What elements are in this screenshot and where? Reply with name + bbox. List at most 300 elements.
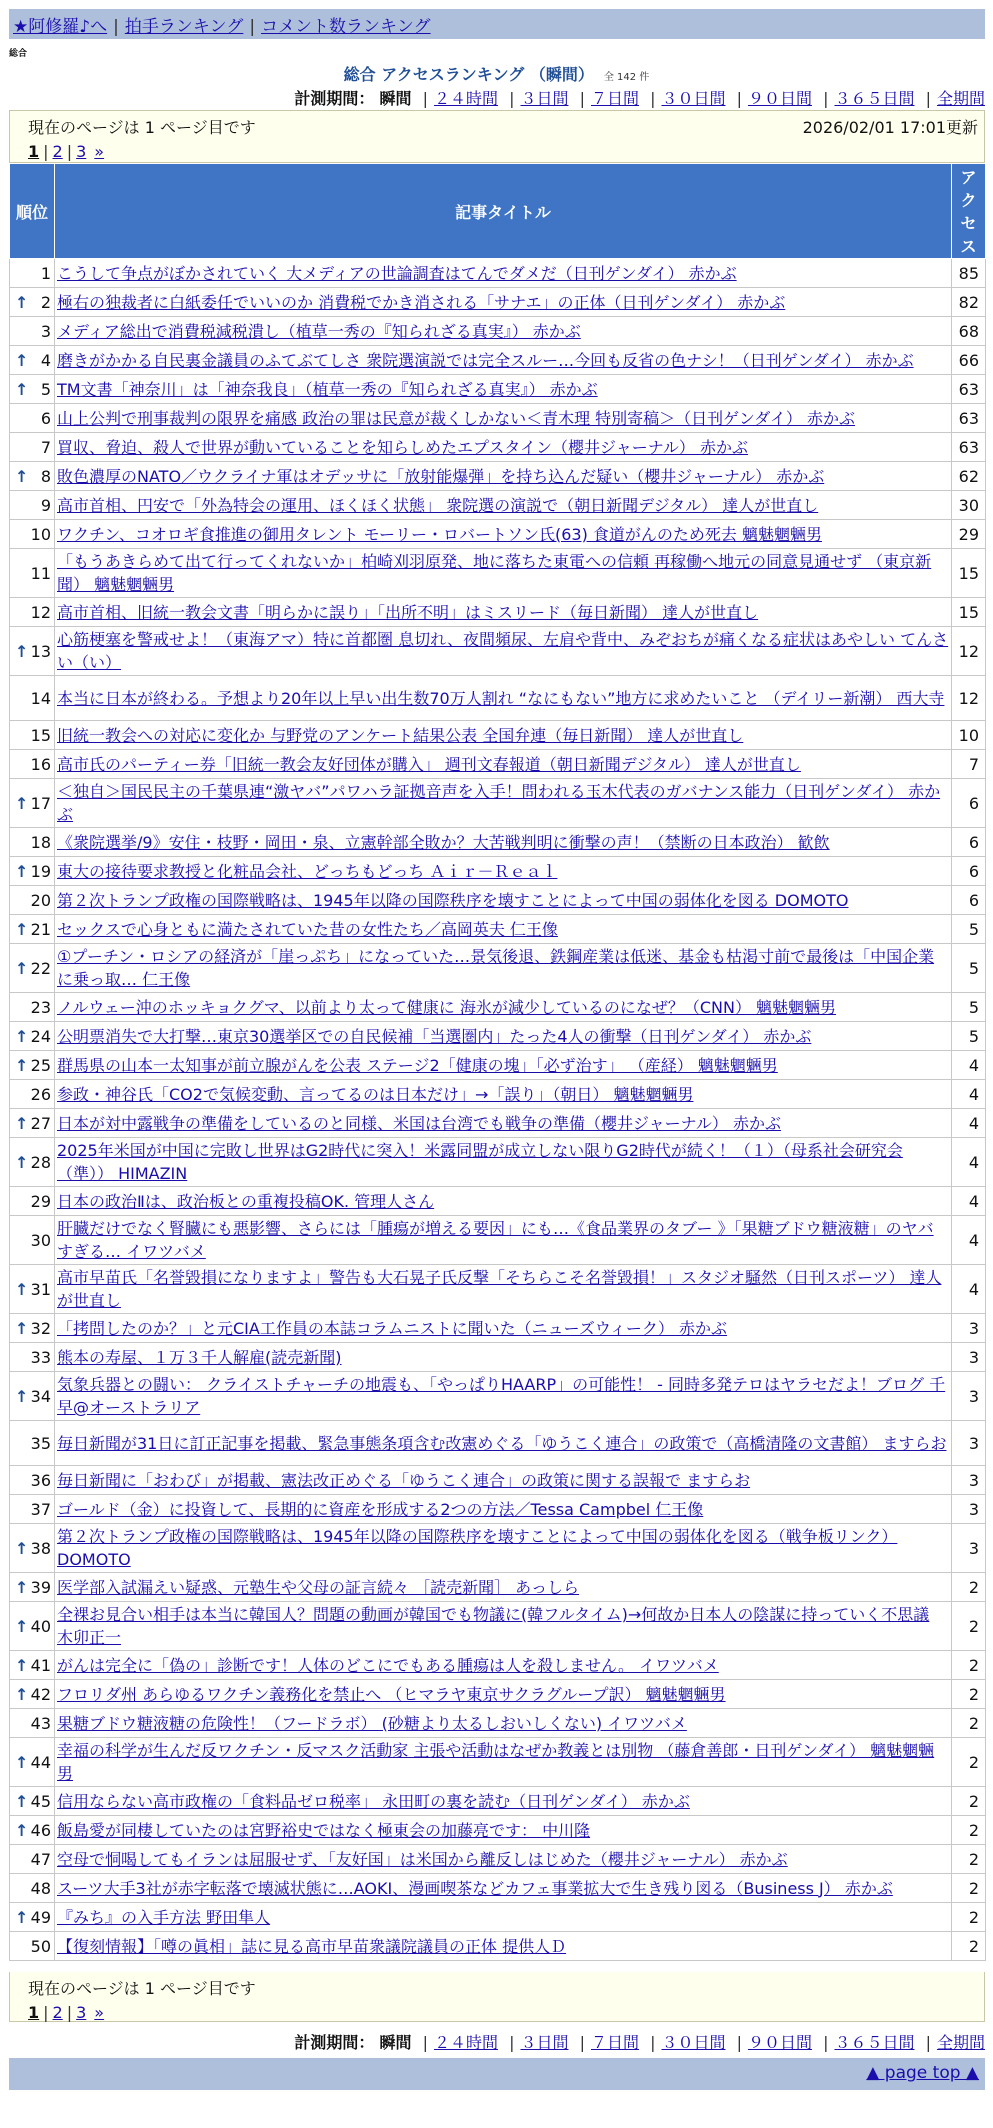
title-cell: [55, 915, 952, 944]
access-count: 2: [952, 1787, 986, 1816]
rank-number: 7: [40, 437, 51, 457]
page-top-link[interactable]: ▲ page top ▲: [866, 2063, 979, 2083]
title-cell: [55, 1051, 952, 1080]
rank-cell: [10, 828, 55, 857]
rank-cell: [10, 520, 55, 549]
rank-number: 41: [30, 1655, 51, 1675]
table-row: [10, 520, 986, 549]
article-title-link[interactable]: 肝臓だけでなく腎臓にも悪影響、さらには「腫瘍が増える要因」にも…《食品業界のタブー 》「果糖ブドウ糖液糖」のヤバすぎる… イワツバメ: [57, 1219, 934, 1261]
rank-cell: [10, 1314, 55, 1343]
up-arrow-icon: ↑: [15, 1386, 29, 1406]
rank-cell: [10, 1372, 55, 1421]
access-count: 15: [952, 598, 986, 627]
period-label: 計測期間：: [294, 89, 375, 108]
up-arrow-icon: ↑: [15, 1616, 29, 1636]
table-row: [10, 886, 986, 915]
rank-number: 16: [30, 754, 51, 774]
title-cell: [55, 779, 952, 828]
title-cell: [55, 1816, 952, 1845]
ranking-title-line: [0, 62, 993, 85]
rank-cell: [10, 1466, 55, 1495]
access-count: 68: [952, 317, 986, 346]
table-row: [10, 288, 986, 317]
comment-ranking-link[interactable]: コメント数ランキング: [261, 17, 431, 37]
rank-number: 11: [30, 563, 51, 583]
table-row: [10, 1314, 986, 1343]
up-arrow-icon: ↑: [15, 1752, 29, 1772]
table-row: [10, 915, 986, 944]
article-title-link[interactable]: 高市首相、旧統一教会文書「明らかに誤り」「出所不明」はミスリード（毎日新聞） 達人が世直し: [57, 602, 759, 622]
rank-number: 45: [30, 1791, 51, 1811]
page-info-top: [9, 110, 985, 163]
article-title-link[interactable]: 買収、脅迫、殺人で世界が動いていることを知らしめたエプスタイン（櫻井ジャーナル） 赤かぶ: [57, 437, 749, 457]
article-title-link[interactable]: ゴールド（金）に投資して、長期的に資産を形成する2つの方法／Tessa Campbel 仁王像: [57, 1499, 704, 1519]
title-cell: [55, 491, 952, 520]
title-cell: [55, 1651, 952, 1680]
access-count: 2: [952, 1573, 986, 1602]
access-count: 2: [952, 1932, 986, 1961]
table-row: [10, 993, 986, 1022]
rank-cell: [10, 1709, 55, 1738]
rank-number: 25: [30, 1055, 51, 1075]
article-title-link[interactable]: 磨きがかかる自民裏金議員のふてぶてしさ 衆院選演説では完全スルー…今回も反省の色ナシ！（日刊ゲンダイ） 赤かぶ: [57, 350, 914, 370]
rank-cell: [10, 1421, 55, 1466]
rank-cell: [10, 1216, 55, 1265]
rank-cell: [10, 317, 55, 346]
access-column-header: アクセス: [952, 164, 986, 259]
rank-cell: [10, 462, 55, 491]
page-3-link[interactable]: 3: [76, 2003, 87, 2022]
table-row: [10, 750, 986, 779]
period-current: 瞬間: [379, 89, 412, 108]
period-selector-bottom: 計測期間： 瞬間 | ２４時間 | ３日間 | ７日間 | ３０日間 | ９０日間 | ３６５日間 | 全期間: [294, 2033, 985, 2052]
rank-number: 35: [30, 1433, 51, 1453]
table-row: [10, 627, 986, 676]
up-arrow-icon: ↑: [15, 292, 29, 312]
access-count: 82: [952, 288, 986, 317]
title-cell: [55, 433, 952, 462]
pagination-bottom: 1 | 2 | 3 »: [28, 2003, 105, 2022]
article-title-link[interactable]: 高市首相、円安で「外為特会の運用、ほくほく状態」 衆院選の演説で（朝日新聞デジタル） 達人が世直し: [57, 495, 819, 515]
rank-number: 34: [30, 1386, 51, 1406]
table-row: [10, 1109, 986, 1138]
access-count: 3: [952, 1343, 986, 1372]
title-cell: [55, 404, 952, 433]
rank-number: 48: [30, 1878, 51, 1898]
table-row: [10, 779, 986, 828]
title-cell: [55, 1787, 952, 1816]
rank-cell: [10, 549, 55, 598]
title-cell: [55, 1932, 952, 1961]
rank-number: 47: [30, 1849, 51, 1869]
rank-cell: [10, 1738, 55, 1787]
rank-number: 33: [30, 1347, 51, 1367]
access-count: 6: [952, 779, 986, 828]
rank-number: 8: [40, 466, 51, 486]
rank-cell: [10, 1680, 55, 1709]
access-count: 4: [952, 1265, 986, 1314]
title-cell: [55, 462, 952, 491]
access-count: 66: [952, 346, 986, 375]
access-count: 3: [952, 1466, 986, 1495]
rank-number: 2: [40, 292, 51, 312]
up-arrow-icon: ↑: [15, 1279, 29, 1299]
article-title-link[interactable]: 果糖ブドウ糖液糖の危険性！（フードラボ） (砂糖より太るしおいしくない) イワツバメ: [57, 1713, 687, 1733]
rank-cell: [10, 676, 55, 721]
up-arrow-icon: ↑: [15, 919, 29, 939]
article-title-link[interactable]: 極右の独裁者に白紙委任でいいのか 消費税でかき消される「サナエ」の正体（日刊ゲンダイ） 赤かぶ: [57, 292, 786, 312]
period-7d-link[interactable]: ７日間: [590, 2033, 639, 2052]
page-2-link[interactable]: 2: [52, 142, 63, 161]
up-arrow-icon: ↑: [15, 1055, 29, 1075]
table-row: [10, 1738, 986, 1787]
rank-cell: [10, 944, 55, 993]
access-count: 6: [952, 886, 986, 915]
rank-cell: [10, 433, 55, 462]
access-count: 5: [952, 915, 986, 944]
up-arrow-icon: ↑: [15, 1538, 29, 1558]
access-count: 3: [952, 1372, 986, 1421]
rank-cell: [10, 1051, 55, 1080]
rank-cell: [10, 1109, 55, 1138]
access-count: 6: [952, 857, 986, 886]
article-title-link[interactable]: 『みち』の入手方法 野田隼人: [57, 1907, 271, 1927]
article-title-link[interactable]: 第２次トランプ政権の国際戦略は、1945年以降の国際秩序を壊すことによって中国の弱体化を図る（戦争板リンク） DOMOTO: [57, 1527, 898, 1569]
period-24h-link[interactable]: ２４時間: [433, 89, 498, 108]
rank-cell: [10, 1265, 55, 1314]
rank-cell: [10, 779, 55, 828]
access-count: 12: [952, 676, 986, 721]
rank-cell: [10, 1932, 55, 1961]
access-count: 4: [952, 1109, 986, 1138]
category-label: 総合: [9, 49, 28, 59]
access-count: 2: [952, 1874, 986, 1903]
rank-number: 38: [30, 1538, 51, 1558]
up-arrow-icon: ↑: [15, 1577, 29, 1597]
article-title-link[interactable]: 群馬県の山本一太知事が前立腺がんを公表 ステージ2「健康の塊」「必ず治す」 （産経） 魑魅魍魎男: [57, 1055, 778, 1075]
title-cell: [55, 259, 952, 288]
rank-number: 9: [40, 495, 51, 515]
access-count: 5: [952, 1022, 986, 1051]
article-title-link[interactable]: 旧統一教会への対応に変化か 与野党のアンケート結果公表 全国弁連（毎日新聞） 達人が世直し: [57, 725, 744, 745]
title-cell: [55, 288, 952, 317]
article-title-link[interactable]: 2025年米国が中国に完敗し世界はG2時代に突入！米露同盟が成立しない限りG2時代が続く！（１）（母系社会研究会（準）） HIMAZIN: [57, 1141, 903, 1183]
rank-cell: [10, 346, 55, 375]
title-cell: [55, 993, 952, 1022]
table-row: [10, 1216, 986, 1265]
up-arrow-icon: ↑: [15, 1907, 29, 1927]
period-all-link[interactable]: 全期間: [936, 89, 985, 108]
table-row: [10, 1051, 986, 1080]
up-arrow-icon: ↑: [15, 861, 29, 881]
rank-cell: [10, 1903, 55, 1932]
page-3-link[interactable]: 3: [76, 142, 87, 161]
rank-cell: [10, 1816, 55, 1845]
title-cell: [55, 1602, 952, 1651]
access-count: 62: [952, 462, 986, 491]
table-row: [10, 404, 986, 433]
rank-cell: [10, 1022, 55, 1051]
table-row: [10, 549, 986, 598]
article-title-link[interactable]: 高市氏のパーティー券「旧統一教会友好団体が購入」 週刊文春報道（朝日新聞デジタル） 達人が世直し: [57, 754, 801, 774]
access-count: 29: [952, 520, 986, 549]
article-title-link[interactable]: 高市早苗氏「名誉毀損になりますよ」警告も大石晃子氏反撃「そちらこそ名誉毀損！」スタジオ騒然（日刊スポーツ） 達人が世直し: [57, 1268, 942, 1310]
access-count: 3: [952, 1524, 986, 1573]
ranking-table: [9, 163, 986, 1961]
rank-number: 23: [30, 997, 51, 1017]
access-count: 3: [952, 1421, 986, 1466]
article-title-link[interactable]: 心筋梗塞を警戒せよ！（東海アマ）特に首都圏 息切れ、夜間頻尿、左肩や背中、みぞおちが痛くなる症状はあやしい てんさい（い）: [57, 630, 949, 672]
rank-number: 49: [30, 1907, 51, 1927]
rank-number: 37: [30, 1499, 51, 1519]
rank-number: 32: [30, 1318, 51, 1338]
rank-number: 1: [40, 263, 51, 283]
next-page-link[interactable]: »: [94, 2003, 105, 2022]
article-title-link[interactable]: 全裸お見合い相手は本当に韓国人？問題の動画が韓国でも物議に(韓フルタイム)→何故か日本人の陰謀に持っていく不思議 木卯正一: [57, 1605, 930, 1647]
article-title-link[interactable]: 《衆院選挙/9》安住・枝野・岡田・泉、立憲幹部全敗か？大苦戦判明に衝撃の声！（禁断の日本政治） 歓飲: [57, 832, 830, 852]
rank-cell: [10, 1524, 55, 1573]
access-count: 15: [952, 549, 986, 598]
period-90d-link[interactable]: ９０日間: [747, 2033, 812, 2052]
article-title-link[interactable]: 医学部入試漏えい疑惑、元塾生や父母の証言続々 ［読売新聞］ あっしら: [57, 1577, 580, 1597]
title-cell: [55, 1573, 952, 1602]
home-link[interactable]: ★阿修羅♪へ: [13, 17, 108, 37]
title-cell: [55, 828, 952, 857]
article-title-link[interactable]: ノルウェー沖のホッキョクグマ、以前より太って健康に 海氷が減少しているのになぜ？（CNN） 魑魅魍魎男: [57, 997, 837, 1017]
rank-cell: [10, 915, 55, 944]
table-row: [10, 857, 986, 886]
table-row: [10, 1343, 986, 1372]
current-page-text: 現在のページは 1 ページ目です: [28, 118, 256, 137]
rank-cell: [10, 598, 55, 627]
period-7d-link[interactable]: ７日間: [590, 89, 639, 108]
rank-cell: [10, 404, 55, 433]
table-row: [10, 1187, 986, 1216]
article-title-link[interactable]: セックスで心身ともに満たされていた昔の女性たち／高岡英夫 仁王像: [57, 919, 558, 939]
page-1-current: 1: [28, 2003, 40, 2022]
rank-number: 30: [30, 1230, 51, 1250]
table-row: [10, 1421, 986, 1466]
rank-cell: [10, 1343, 55, 1372]
table-row: [10, 1524, 986, 1573]
period-24h-link[interactable]: ２４時間: [433, 2033, 498, 2052]
table-row: [10, 1022, 986, 1051]
title-cell: [55, 598, 952, 627]
title-cell: [55, 1524, 952, 1573]
access-count: 63: [952, 375, 986, 404]
total-count: 全 142 件: [603, 72, 650, 83]
article-title-link[interactable]: スーツ大手3社が赤字転落で壊滅状態に…AOKI、漫画喫茶などカフェ事業拡大で生き残り図る（Business J） 赤かぶ: [57, 1878, 893, 1898]
rank-cell: [10, 721, 55, 750]
article-title-link[interactable]: フロリダ州 あらゆるワクチン義務化を禁止へ （ヒマラヤ東京サクラグループ訳） 魑魅魍魎男: [57, 1684, 726, 1704]
article-title-link[interactable]: がんは完全に「偽の」診断です！人体のどこにでもある腫瘍は人を殺しません。 イワツバメ: [57, 1655, 719, 1675]
article-title-link[interactable]: 信用ならない高市政権の「食料品ゼロ税率」 永田町の裏を読む（日刊ゲンダイ） 赤かぶ: [57, 1791, 690, 1811]
article-title-link[interactable]: 東大の接待要求教授と化粧品会社、どっちもどっち Ａｉｒ－Ｒｅａｌ: [57, 861, 558, 881]
up-arrow-icon: ↑: [15, 1655, 29, 1675]
access-count: 4: [952, 1080, 986, 1109]
title-cell: [55, 346, 952, 375]
period-current: 瞬間: [379, 2033, 412, 2052]
table-row: [10, 1680, 986, 1709]
article-title-link[interactable]: 飯島愛が同棲していたのは宮野裕史ではなく極東会の加藤亮です： 中川隆: [57, 1820, 591, 1840]
title-cell: [55, 520, 952, 549]
period-3d-link[interactable]: ３日間: [520, 89, 569, 108]
article-title-link[interactable]: 日本が対中露戦争の準備をしているのと同様、米国は台湾でも戦争の準備（櫻井ジャーナル） 赤かぶ: [57, 1113, 781, 1133]
rank-cell: [10, 259, 55, 288]
rank-number: 6: [40, 408, 51, 428]
access-count: 5: [952, 944, 986, 993]
rank-number: 4: [40, 350, 51, 370]
rank-number: 20: [30, 890, 51, 910]
top-nav-bar: [9, 9, 985, 39]
article-title-link[interactable]: ①プーチン・ロシアの経済が「崖っぷち」になっていた…景気後退、鉄鋼産業は低迷、基金も枯渇寸前で最後は「中国企業に乗っ取… 仁王像: [57, 947, 935, 989]
rank-number: 28: [30, 1152, 51, 1172]
article-title-link[interactable]: ＜独自＞国民民主の千葉県連“激ヤバ”パワハラ証拠音声を入手！問われる玉木代表のガバナンス能力（日刊ゲンダイ） 赤かぶ: [57, 782, 941, 824]
title-cell: [55, 1372, 952, 1421]
article-title-link[interactable]: 毎日新聞が31日に訂正記事を掲載、緊急事態条項含む改憲めぐる「ゆうこく連合」の政策で（高橋清隆の文書館） ますらお: [57, 1433, 947, 1453]
rank-cell: [10, 1787, 55, 1816]
rank-cell: [10, 288, 55, 317]
rank-cell: [10, 1602, 55, 1651]
access-count: 4: [952, 1187, 986, 1216]
table-row: [10, 375, 986, 404]
rank-number: 44: [30, 1752, 51, 1772]
table-row: [10, 1602, 986, 1651]
access-count: 3: [952, 1314, 986, 1343]
article-title-link[interactable]: TM文書「神奈川」は「神奈我良」（植草一秀の『知られざる真実』） 赤かぶ: [57, 379, 598, 399]
period-365d-link[interactable]: ３６５日間: [834, 2033, 915, 2052]
up-arrow-icon: ↑: [15, 1152, 29, 1172]
title-cell: [55, 627, 952, 676]
access-count: 10: [952, 721, 986, 750]
applause-ranking-link[interactable]: 拍手ランキング: [124, 17, 244, 37]
table-row: [10, 1573, 986, 1602]
access-count: 4: [952, 1051, 986, 1080]
period-3d-link[interactable]: ３日間: [520, 2033, 569, 2052]
article-title-link[interactable]: 【復刻情報】「噂の眞相」誌に見る高市早苗衆議院議員の正体 提供人Ｄ: [57, 1936, 567, 1956]
article-title-link[interactable]: こうして争点がぼかされていく 大メディアの世論調査はてんでダメだ（日刊ゲンダイ） 赤かぶ: [57, 263, 737, 283]
table-row: [10, 1466, 986, 1495]
rank-number: 24: [30, 1026, 51, 1046]
period-all-link[interactable]: 全期間: [936, 2033, 985, 2052]
table-row: [10, 1138, 986, 1187]
table-row: [10, 1651, 986, 1680]
access-count: 3: [952, 1495, 986, 1524]
article-title-link[interactable]: 空母で恫喝してもイランは屈服せず、「友好国」は米国から離反しはじめた（櫻井ジャーナル） 赤かぶ: [57, 1849, 788, 1869]
up-arrow-icon: ↑: [15, 793, 29, 813]
up-arrow-icon: ↑: [15, 1026, 29, 1046]
up-arrow-icon: ↑: [15, 641, 29, 661]
rank-number: 5: [40, 379, 51, 399]
title-cell: [55, 886, 952, 915]
article-title-link[interactable]: メディア総出で消費税減税潰し（植草一秀の『知られざる真実』） 赤かぶ: [57, 321, 581, 341]
period-365d-link[interactable]: ３６５日間: [834, 89, 915, 108]
article-title-link[interactable]: 本当に日本が終わる。予想より20年以上早い出生数70万人割れ “なにもない”地方に求めたいこと （デイリー新潮） 西大寺: [57, 688, 945, 708]
title-cell: [55, 1109, 952, 1138]
rank-cell: [10, 1874, 55, 1903]
access-count: 7: [952, 750, 986, 779]
period-90d-link[interactable]: ９０日間: [747, 89, 812, 108]
access-count: 4: [952, 1216, 986, 1265]
table-row: [10, 1845, 986, 1874]
rank-number: 21: [30, 919, 51, 939]
title-cell: [55, 1903, 952, 1932]
title-cell: [55, 676, 952, 721]
rank-cell: [10, 886, 55, 915]
table-row: [10, 1080, 986, 1109]
rank-number: 19: [30, 861, 51, 881]
title-cell: [55, 375, 952, 404]
access-count: 6: [952, 828, 986, 857]
title-cell: [55, 1343, 952, 1372]
rank-number: 12: [30, 602, 51, 622]
up-arrow-icon: ↑: [15, 1791, 29, 1811]
rank-cell: [10, 1080, 55, 1109]
title-cell: [55, 1216, 952, 1265]
period-30d-link[interactable]: ３０日間: [661, 89, 726, 108]
article-title-link[interactable]: 第２次トランプ政権の国際戦略は、1945年以降の国際秩序を壊すことによって中国の弱体化を図る DOMOTO: [57, 890, 849, 910]
access-count: 30: [952, 491, 986, 520]
period-30d-link[interactable]: ３０日間: [661, 2033, 726, 2052]
title-cell: [55, 1680, 952, 1709]
period-selector-top: 計測期間： 瞬間 | ２４時間 | ３日間 | ７日間 | ３０日間 | ９０日間 | ３６５日間 | 全期間: [294, 89, 985, 108]
updated-timestamp: 2026/02/01 17:01更新: [802, 118, 978, 137]
title-cell: [55, 1421, 952, 1466]
article-title-link[interactable]: 日本の政治Ⅱは、政治板との重複投稿OK. 管理人さん: [57, 1191, 435, 1211]
article-title-link[interactable]: 山上公判で刑事裁判の限界を痛感 政治の罪は民意が裁くしかない＜青木理 特別寄稿＞（日刊ゲンダイ） 赤かぶ: [57, 408, 855, 428]
table-row: [10, 259, 986, 288]
access-count: 5: [952, 993, 986, 1022]
pagination-top: 1 | 2 | 3 »: [28, 142, 105, 161]
title-cell: [55, 944, 952, 993]
title-cell: [55, 1874, 952, 1903]
article-title-link[interactable]: 公明票消失で大打撃…東京30選挙区での自民候補「当選圏内」たった4人の衝撃（日刊ゲンダイ） 赤かぶ: [57, 1026, 812, 1046]
ranking-table-body: [10, 259, 986, 1961]
rank-cell: [10, 1138, 55, 1187]
title-cell: [55, 1187, 952, 1216]
rank-cell: [10, 491, 55, 520]
up-arrow-icon: ↑: [15, 466, 29, 486]
table-row: [10, 317, 986, 346]
rank-cell: [10, 857, 55, 886]
period-label: 計測期間：: [294, 2033, 375, 2052]
title-cell: [55, 317, 952, 346]
table-row: [10, 462, 986, 491]
article-title-link[interactable]: 敗色濃厚のNATO／ウクライナ軍はオデッサに「放射能爆弾」を持ち込んだ疑い（櫻井ジャーナル） 赤かぶ: [57, 466, 825, 486]
article-title-link[interactable]: 参政・神谷氏「CO2で気候変動、言ってるのは日本だけ」→「誤り」（朝日） 魑魅魍魎男: [57, 1084, 694, 1104]
rank-number: 13: [30, 641, 51, 661]
title-cell: [55, 1845, 952, 1874]
page-2-link[interactable]: 2: [52, 2003, 63, 2022]
table-row: [10, 1816, 986, 1845]
page-info-bottom: [9, 1972, 985, 2022]
title-cell: [55, 721, 952, 750]
article-title-link[interactable]: 毎日新聞に「おわび」が掲載、憲法改正めぐる「ゆうこく連合」の政策に関する誤報で ますらお: [57, 1470, 751, 1490]
article-title-link[interactable]: 熊本の寿屋、１万３千人解雇(読売新聞): [57, 1347, 342, 1367]
next-page-link[interactable]: »: [94, 142, 105, 161]
access-count: 2: [952, 1845, 986, 1874]
rank-cell: [10, 1845, 55, 1874]
article-title-link[interactable]: ワクチン、コオロギ食推進の御用タレント モーリー・ロバートソン氏(63) 食道がんのため死去 魑魅魍魎男: [57, 524, 822, 544]
access-count: 2: [952, 1738, 986, 1787]
rank-number: 17: [30, 793, 51, 813]
article-title-link[interactable]: 「拷問したのか？」と元CIA工作員の本誌コラムニストに聞いた（ニューズウィーク） 赤かぶ: [57, 1318, 728, 1338]
article-title-link[interactable]: 「もうあきらめて出て行ってくれないか」柏崎刈羽原発、地に落ちた東電への信頼 再稼働へ地元の同意見通せず （東京新聞） 魑魅魍魎男: [57, 552, 932, 594]
rank-cell: [10, 627, 55, 676]
article-title-link[interactable]: 気象兵器との闘い： クライストチャーチの地震も、「やっぱりHAARP」の可能性！ - 同時多発テロはヤラセだよ！ブログ 千早@オーストラリア: [57, 1375, 946, 1417]
table-row: [10, 1495, 986, 1524]
article-title-link[interactable]: 幸福の科学が生んだ反ワクチン・反マスク活動家 主張や活動はなぜか教義とは別物 （藤倉善郎・日刊ゲンダイ） 魑魅魍魎男: [57, 1741, 935, 1783]
